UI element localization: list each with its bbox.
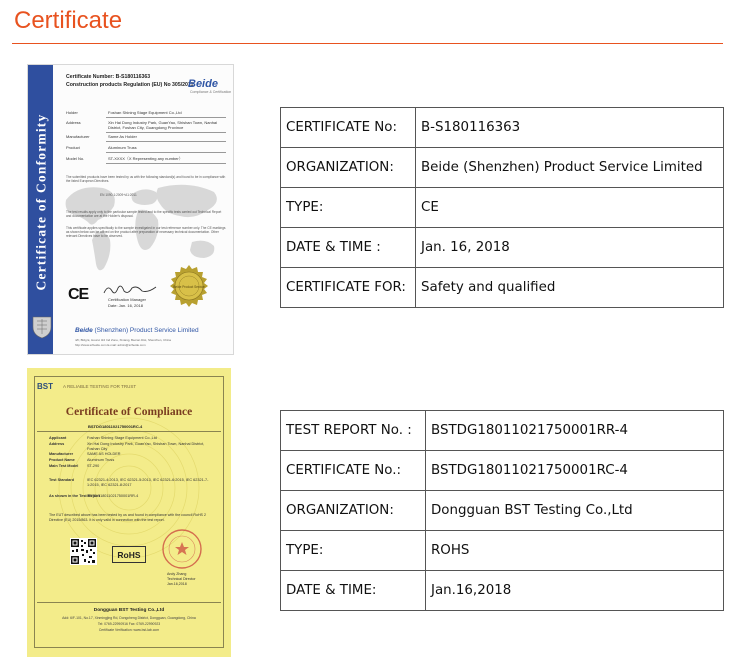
svg-text:Beide Product Service: Beide Product Service — [173, 285, 205, 289]
compliance-field-value: IEC 62321-4:2013, IEC 62321-5:2013, IEC 62321-6:2015, IEC 62321-7-1:2015, IEC 62321-8:2017 — [87, 478, 209, 487]
compliance-contact: Tel: 0769-22990916 Fax: 0769-22990923 — [97, 622, 161, 626]
row-label: TYPE: — [281, 188, 416, 228]
cert-date: Date: Jan. 16, 2018 — [108, 303, 143, 308]
cert-number-line: Certificate Number: B-S180116363 — [66, 74, 151, 80]
signer-name: Andy Zhang — [167, 572, 187, 576]
compliance-address: Add: 6/F-101, No.17, Xinmingjing Rd, Dongcheng District, Dongguan, Guangdong, China — [62, 616, 196, 620]
row-value: Dongguan BST Testing Co.,Ltd — [426, 491, 724, 531]
compliance-field-value: SAME AS HOLDER — [87, 452, 121, 456]
row-value: Jan. 16, 2018 — [416, 228, 724, 268]
table-row — [281, 571, 724, 611]
certificate-of-compliance-image[interactable] — [27, 368, 231, 657]
compliance-field-value: Foshan Shining Stage Equipment Co.,Ltd — [87, 436, 157, 440]
row-value: BSTDG18011021750001RR-4 — [426, 411, 724, 451]
cert-ce-note: This certificate applies specifically to the sample investigated in our test reference number only. The CE markings as shown below can be affixed on the product after preparation of necessary technical documentation. Other relevant Directives have to be observed. — [66, 226, 226, 238]
compliance-company: Dongguan BST Testing Co.,Ltd — [93, 608, 165, 613]
table-row — [281, 491, 724, 531]
cert-field-rule — [106, 152, 226, 153]
cert-field-value: Same As Holder — [108, 134, 137, 139]
cert-field-rule — [106, 117, 226, 118]
compliance-footer-divider — [37, 602, 221, 603]
row-label: CERTIFICATE FOR: — [281, 268, 416, 308]
cert-field-label: Model No. — [66, 156, 85, 161]
issuer-company: Beide (Shenzhen) Product Service Limited — [75, 327, 199, 334]
compliance-field-value: ST-290 — [87, 464, 100, 468]
compliance-field-label: Manufacturer — [49, 452, 74, 456]
compliance-field-value: BSTDG18011021750001RR-4 — [87, 494, 139, 498]
table-row — [281, 451, 724, 491]
row-value: BSTDG18011021750001RC-4 — [426, 451, 724, 491]
compliance-verify: Certificate Verification: www.bst-lab.com — [98, 628, 160, 632]
red-stamp-image — [161, 528, 203, 570]
row-label: CERTIFICATE No.: — [281, 451, 426, 491]
compliance-field-label: Test Standard — [49, 478, 75, 482]
compliance-field-value: Xin Hai Dong Industry Park, GuanYao, Shishan Town, Nanhai District, Foshan City — [87, 442, 205, 451]
ce-mark: CE — [68, 286, 89, 303]
certificate-2-info-table — [280, 410, 724, 611]
signer-title: Technical Director — [167, 577, 196, 581]
qr-code-icon — [70, 538, 97, 565]
row-label: TYPE: — [281, 531, 426, 571]
bst-slogan: A RELIABLE TESTING FOR TRUST — [63, 384, 137, 389]
compliance-divider — [37, 431, 221, 432]
cert-field-label: Manufacturer — [66, 134, 90, 139]
row-value: Safety and qualified — [416, 268, 724, 308]
row-label: ORGANIZATION: — [281, 491, 426, 531]
row-label: CERTIFICATE No: — [281, 108, 416, 148]
table-row — [281, 411, 724, 451]
cert-field-label: Product — [66, 145, 80, 150]
issuer-address: 4/F, Bldg E, Hourui 3rd Ind Zone, Xixiang, Bao'an Dist, Shenzhen, China — [75, 338, 171, 342]
table-row — [281, 108, 724, 148]
row-value: ROHS — [426, 531, 724, 571]
cert-statement: The submitted products have been tested by us with the following standard(s) and found to be in compliance with the listed European Directives. — [66, 175, 226, 183]
crest-emblem-icon — [31, 313, 53, 339]
compliance-title: Certificate of Compliance — [65, 406, 193, 418]
title-divider — [12, 43, 723, 44]
cert-field-value: Foshan Shining Stage Equipment Co.,Ltd — [108, 110, 182, 115]
table-row — [281, 268, 724, 308]
table-row — [281, 531, 724, 571]
compliance-field-label: Main Test Model — [49, 464, 79, 468]
gold-seal-image — [167, 264, 211, 308]
row-label: DATE & TIME: — [281, 571, 426, 611]
cert-field-label: Holder — [66, 110, 78, 115]
row-label: DATE & TIME : — [281, 228, 416, 268]
signature-image — [102, 283, 162, 297]
cert-field-rule — [106, 132, 226, 133]
rohs-badge: RoHS — [112, 546, 146, 563]
compliance-date: Jan.16,2018 — [167, 582, 187, 586]
row-value: CE — [416, 188, 724, 228]
beide-logo: Beide — [188, 78, 218, 90]
certificate-1-info-table — [280, 107, 724, 308]
row-value: Jan.16,2018 — [426, 571, 724, 611]
beide-tagline: Compliance & Certification — [190, 90, 232, 94]
cert-regulation-line: Construction products Regulation (EU) No 305/2011 — [66, 82, 194, 88]
bst-logo: BST — [37, 382, 53, 391]
cert-field-value: ST-XXXX（X Representing any number） — [108, 156, 183, 161]
cert-field-value: Aluminum Truss — [108, 145, 137, 150]
compliance-field-label: As shown in the Test Report — [49, 494, 100, 498]
row-value: Beide (Shenzhen) Product Service Limited — [416, 148, 724, 188]
compliance-report-no: BSTDG18011021750001RC-4 — [88, 424, 143, 429]
cert-field-label: Address — [66, 120, 81, 125]
table-row — [281, 228, 724, 268]
compliance-statement: The EUT described above has been tested by us and found in compliance with the council RoHS 2 Directive (EU) 2015/863. It is only valid in connection with the test report. — [49, 513, 206, 522]
compliance-field-label: Product Name — [49, 458, 75, 462]
certificate-of-conformity-image[interactable] — [27, 64, 234, 355]
row-value: B-S180116363 — [416, 108, 724, 148]
compliance-field-label: Applicant — [49, 436, 67, 440]
compliance-field-value: Aluminum Truss — [87, 458, 115, 462]
compliance-field-label: Address — [49, 442, 65, 446]
cert-validity: The test results apply only to the particular sample tested and to the specific tests carried out Technical Report and documentation are at the Holder's disposal. — [66, 210, 222, 218]
cert-field-rule — [106, 163, 226, 164]
table-row — [281, 188, 724, 228]
cert-side-title: Certificate of Conformity — [33, 113, 49, 291]
page-title: Certificate — [14, 7, 123, 34]
table-row — [281, 148, 724, 188]
issuer-web: http://www.szbeide.com E-mail: admin@szbeide.com — [75, 343, 146, 347]
row-label: TEST REPORT No. : — [281, 411, 426, 451]
cert-field-rule — [106, 141, 226, 142]
signer-title: Certification Manager — [108, 297, 147, 302]
row-label: ORGANIZATION: — [281, 148, 416, 188]
cert-field-value: Xin Hai Dong Industry Park, GuanYao, Shishan Town, Nanhai District, Foshan City, Guangdong Province — [108, 120, 218, 130]
cert-standard: EN 1090-1:2009+A1:2011 — [100, 193, 137, 197]
